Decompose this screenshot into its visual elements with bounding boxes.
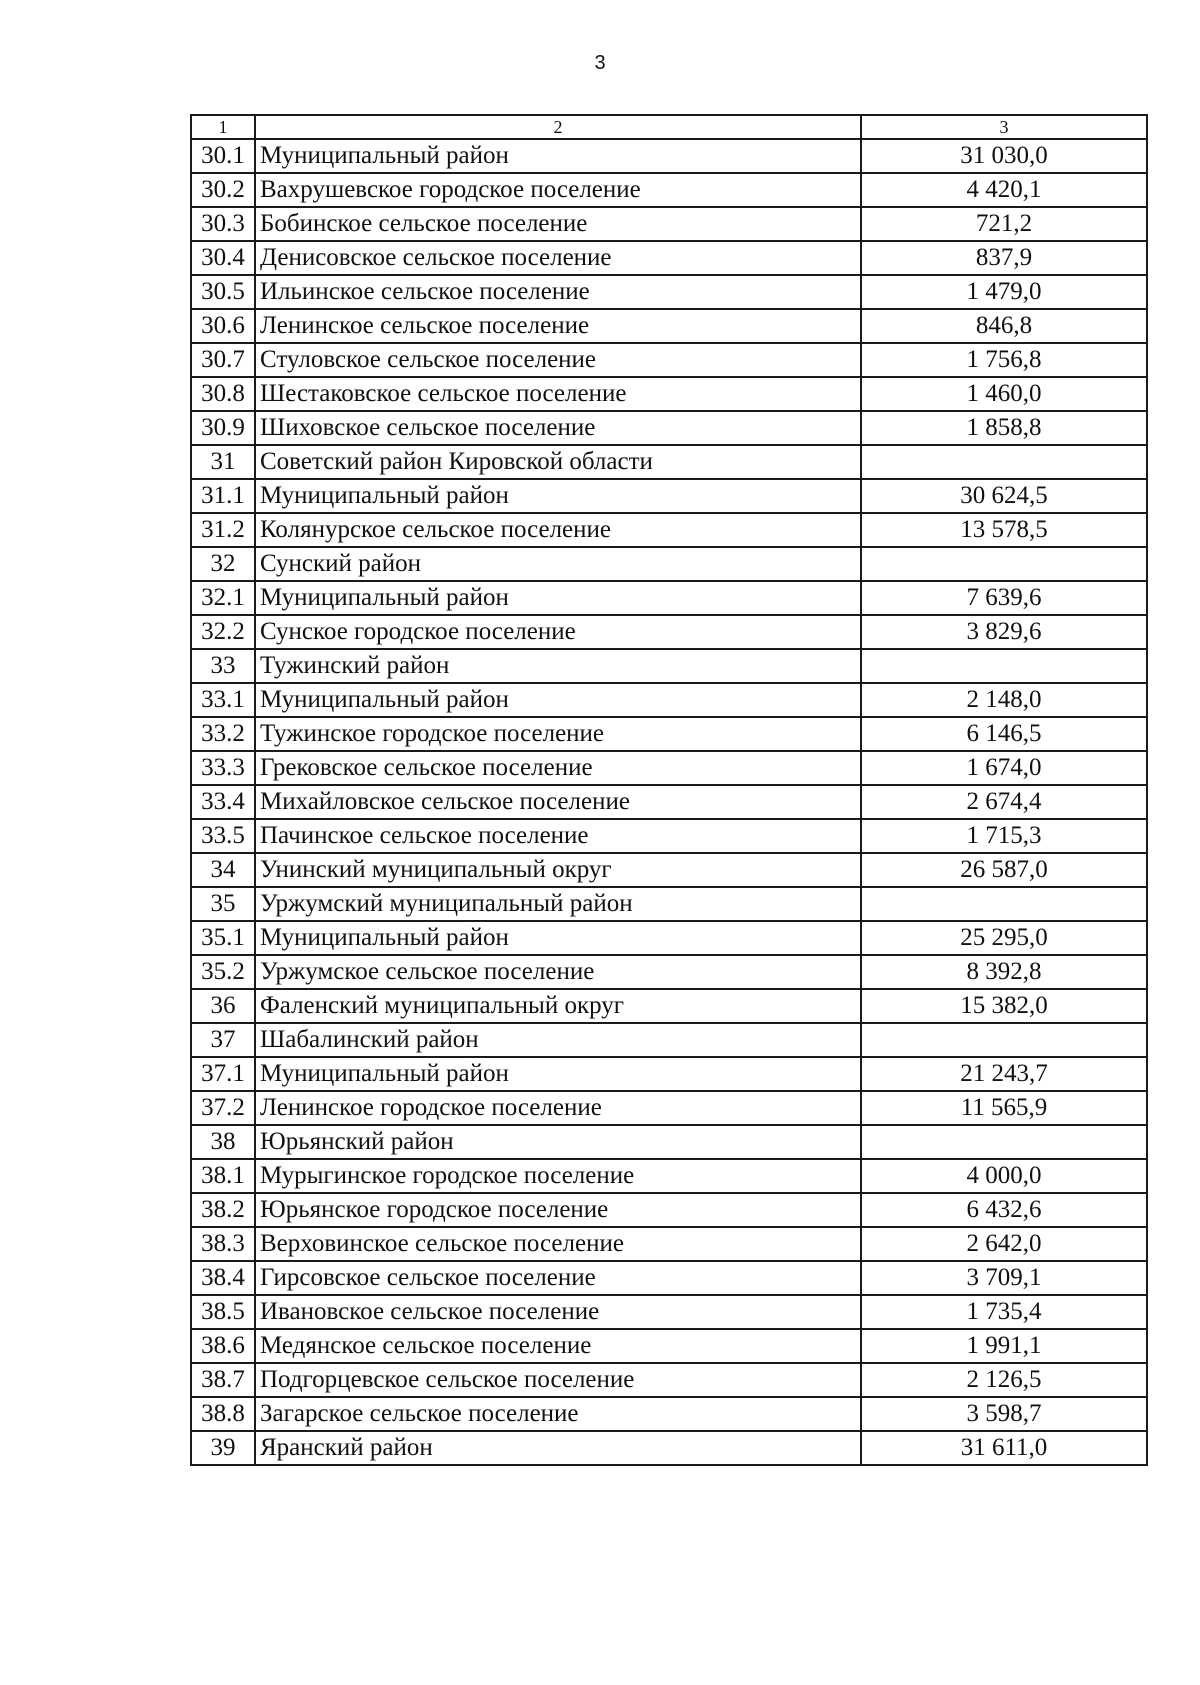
table-row [191, 377, 1147, 411]
row-number-cell: 31.1 [191, 479, 255, 513]
row-name-cell: Грековское сельское поселение [255, 751, 861, 785]
row-number-cell: 30.7 [191, 343, 255, 377]
row-value-cell: 7 639,6 [861, 581, 1147, 615]
table-row [191, 1363, 1147, 1397]
row-number-cell: 38.2 [191, 1193, 255, 1227]
row-value-cell [861, 1125, 1147, 1159]
row-name-cell: Ленинское сельское поселение [255, 309, 861, 343]
row-number-cell: 38.7 [191, 1363, 255, 1397]
table-row [191, 411, 1147, 445]
row-value-cell: 31 030,0 [861, 139, 1147, 173]
table-row [191, 1159, 1147, 1193]
table-row [191, 785, 1147, 819]
row-value-cell: 4 420,1 [861, 173, 1147, 207]
table-row [191, 479, 1147, 513]
row-number-cell: 38.4 [191, 1261, 255, 1295]
row-number-cell: 30.9 [191, 411, 255, 445]
row-value-cell: 6 432,6 [861, 1193, 1147, 1227]
row-value-cell: 3 829,6 [861, 615, 1147, 649]
row-name-cell: Уржумский муниципальный район [255, 887, 861, 921]
table-row [191, 513, 1147, 547]
table-row [191, 615, 1147, 649]
table-row [191, 1193, 1147, 1227]
table-row [191, 921, 1147, 955]
row-number-cell: 32.1 [191, 581, 255, 615]
row-name-cell: Ильинское сельское поселение [255, 275, 861, 309]
row-name-cell: Уржумское сельское поселение [255, 955, 861, 989]
row-number-cell: 32 [191, 547, 255, 581]
row-value-cell: 837,9 [861, 241, 1147, 275]
table-row [191, 683, 1147, 717]
row-value-cell [861, 1023, 1147, 1057]
row-value-cell: 1 756,8 [861, 343, 1147, 377]
table-body [191, 115, 1147, 1465]
row-value-cell: 4 000,0 [861, 1159, 1147, 1193]
row-value-cell [861, 547, 1147, 581]
row-value-cell: 721,2 [861, 207, 1147, 241]
row-number-cell: 35.2 [191, 955, 255, 989]
table-row [191, 1091, 1147, 1125]
row-name-cell: Муниципальный район [255, 581, 861, 615]
row-number-cell: 30.6 [191, 309, 255, 343]
row-number-cell: 34 [191, 853, 255, 887]
table-row [191, 445, 1147, 479]
row-value-cell: 21 243,7 [861, 1057, 1147, 1091]
row-value-cell: 2 674,4 [861, 785, 1147, 819]
row-value-cell: 2 148,0 [861, 683, 1147, 717]
row-number-cell: 32.2 [191, 615, 255, 649]
row-value-cell: 846,8 [861, 309, 1147, 343]
row-value-cell [861, 445, 1147, 479]
table-row [191, 241, 1147, 275]
row-value-cell: 1 858,8 [861, 411, 1147, 445]
row-number-cell: 33 [191, 649, 255, 683]
table-row [191, 1227, 1147, 1261]
table-row [191, 139, 1147, 173]
row-value-cell: 1 991,1 [861, 1329, 1147, 1363]
row-number-cell: 37 [191, 1023, 255, 1057]
row-name-cell: Фаленский муниципальный округ [255, 989, 861, 1023]
table-row [191, 649, 1147, 683]
row-value-cell: 1 715,3 [861, 819, 1147, 853]
row-value-cell: 25 295,0 [861, 921, 1147, 955]
row-number-cell: 37.1 [191, 1057, 255, 1091]
row-name-cell: Тужинское городское поселение [255, 717, 861, 751]
row-value-cell: 6 146,5 [861, 717, 1147, 751]
row-name-cell: Унинский муниципальный округ [255, 853, 861, 887]
table-row [191, 1023, 1147, 1057]
row-name-cell: Шиховское сельское поселение [255, 411, 861, 445]
table-row [191, 1295, 1147, 1329]
row-name-cell: Юрьянское городское поселение [255, 1193, 861, 1227]
row-name-cell: Пачинское сельское поселение [255, 819, 861, 853]
row-name-cell: Шестаковское сельское поселение [255, 377, 861, 411]
row-name-cell: Подгорцевское сельское поселение [255, 1363, 861, 1397]
table-row [191, 275, 1147, 309]
row-value-cell [861, 649, 1147, 683]
table-row [191, 309, 1147, 343]
row-number-cell: 38.5 [191, 1295, 255, 1329]
row-value-cell: 3 709,1 [861, 1261, 1147, 1295]
row-name-cell: Муниципальный район [255, 683, 861, 717]
row-name-cell: Колянурское сельское поселение [255, 513, 861, 547]
row-number-cell: 33.3 [191, 751, 255, 785]
table-row [191, 887, 1147, 921]
table-row [191, 207, 1147, 241]
table-row [191, 343, 1147, 377]
row-name-cell: Муниципальный район [255, 139, 861, 173]
row-number-cell: 30.4 [191, 241, 255, 275]
row-name-cell: Загарское сельское поселение [255, 1397, 861, 1431]
table-row [191, 717, 1147, 751]
row-value-cell: 3 598,7 [861, 1397, 1147, 1431]
row-value-cell: 15 382,0 [861, 989, 1147, 1023]
row-name-cell: Муниципальный район [255, 479, 861, 513]
table-row [191, 1261, 1147, 1295]
row-value-cell: 8 392,8 [861, 955, 1147, 989]
row-number-cell: 31.2 [191, 513, 255, 547]
table-row [191, 1125, 1147, 1159]
table-row [191, 989, 1147, 1023]
row-number-cell: 39 [191, 1431, 255, 1465]
row-value-cell [861, 887, 1147, 921]
row-number-cell: 30.3 [191, 207, 255, 241]
row-number-cell: 33.1 [191, 683, 255, 717]
row-number-cell: 30.1 [191, 139, 255, 173]
table-row [191, 1397, 1147, 1431]
page-number: 3 [594, 52, 606, 74]
row-value-cell: 1 460,0 [861, 377, 1147, 411]
row-number-cell: 30.5 [191, 275, 255, 309]
row-name-cell: Верховинское сельское поселение [255, 1227, 861, 1261]
row-name-cell: Сунский район [255, 547, 861, 581]
row-number-cell: 30.2 [191, 173, 255, 207]
row-name-cell: Тужинский район [255, 649, 861, 683]
row-name-cell: Сунское городское поселение [255, 615, 861, 649]
row-name-cell: Ивановское сельское поселение [255, 1295, 861, 1329]
row-name-cell: Мурыгинское городское поселение [255, 1159, 861, 1193]
row-name-cell: Юрьянский район [255, 1125, 861, 1159]
row-value-cell: 26 587,0 [861, 853, 1147, 887]
row-value-cell: 1 674,0 [861, 751, 1147, 785]
row-value-cell: 11 565,9 [861, 1091, 1147, 1125]
row-name-cell: Яранский район [255, 1431, 861, 1465]
row-number-cell: 35 [191, 887, 255, 921]
table-row [191, 819, 1147, 853]
row-name-cell: Гирсовское сельское поселение [255, 1261, 861, 1295]
row-name-cell: Ленинское городское поселение [255, 1091, 861, 1125]
table-header-row [191, 115, 1147, 139]
data-table [190, 114, 1148, 1466]
row-name-cell: Шабалинский район [255, 1023, 861, 1057]
row-number-cell: 38.6 [191, 1329, 255, 1363]
table-row [191, 173, 1147, 207]
row-number-cell: 38 [191, 1125, 255, 1159]
table-row [191, 1329, 1147, 1363]
row-value-cell: 30 624,5 [861, 479, 1147, 513]
row-value-cell: 1 479,0 [861, 275, 1147, 309]
row-name-cell: Стуловское сельское поселение [255, 343, 861, 377]
row-number-cell: 36 [191, 989, 255, 1023]
table-row [191, 547, 1147, 581]
row-number-cell: 38.3 [191, 1227, 255, 1261]
row-number-cell: 33.5 [191, 819, 255, 853]
row-number-cell: 38.8 [191, 1397, 255, 1431]
row-value-cell: 2 126,5 [861, 1363, 1147, 1397]
row-name-cell: Вахрушевское городское поселение [255, 173, 861, 207]
row-name-cell: Михайловское сельское поселение [255, 785, 861, 819]
table-row [191, 581, 1147, 615]
row-number-cell: 33.2 [191, 717, 255, 751]
row-number-cell: 35.1 [191, 921, 255, 955]
row-number-cell: 30.8 [191, 377, 255, 411]
table-row [191, 1431, 1147, 1465]
row-name-cell: Муниципальный район [255, 1057, 861, 1091]
table-row [191, 955, 1147, 989]
row-value-cell: 1 735,4 [861, 1295, 1147, 1329]
row-value-cell: 31 611,0 [861, 1431, 1147, 1465]
row-value-cell: 2 642,0 [861, 1227, 1147, 1261]
row-name-cell: Бобинское сельское поселение [255, 207, 861, 241]
table-row [191, 853, 1147, 887]
table-row [191, 751, 1147, 785]
table-row [191, 1057, 1147, 1091]
row-value-cell: 13 578,5 [861, 513, 1147, 547]
row-name-cell: Медянское сельское поселение [255, 1329, 861, 1363]
row-number-cell: 31 [191, 445, 255, 479]
column-header-2: 2 [255, 115, 861, 139]
row-name-cell: Советский район Кировской области [255, 445, 861, 479]
row-number-cell: 38.1 [191, 1159, 255, 1193]
column-header-1: 1 [191, 115, 255, 139]
row-number-cell: 33.4 [191, 785, 255, 819]
column-header-3: 3 [861, 115, 1147, 139]
row-number-cell: 37.2 [191, 1091, 255, 1125]
row-name-cell: Муниципальный район [255, 921, 861, 955]
row-name-cell: Денисовское сельское поселение [255, 241, 861, 275]
